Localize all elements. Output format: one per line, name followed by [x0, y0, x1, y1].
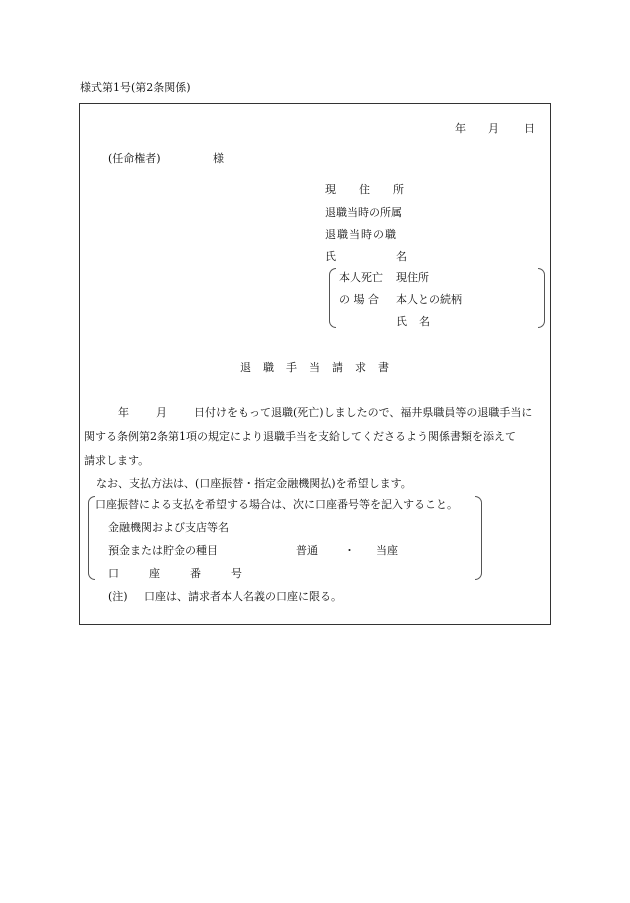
- body-line-3: 請求します。: [84, 454, 150, 467]
- applicant-name-char: 名: [396, 250, 407, 263]
- body-month: 月: [156, 406, 167, 419]
- account-number-char: 口: [108, 567, 119, 580]
- bank-name-label: 金融機関および支店等名: [108, 521, 229, 534]
- deceased-name-label: [396, 316, 430, 327]
- body-line-1: [118, 407, 532, 418]
- form-label: 様式第1号(第2条関係): [80, 81, 191, 94]
- body-line-2: 関する条例第2条第1項の規定により退職手当を支給してくださるよう関係書類を添えて: [84, 430, 516, 443]
- applicant-address-char: 住: [359, 183, 370, 196]
- applicant-name-char: 氏: [325, 250, 336, 263]
- title-char: 当: [309, 361, 320, 374]
- applicant-name-label: [325, 251, 407, 262]
- title-char: 書: [378, 361, 389, 374]
- account-number-char: 番: [190, 567, 201, 580]
- title-char: 職: [263, 361, 274, 374]
- date-month: 月: [488, 122, 499, 135]
- account-number-char: 座: [149, 567, 160, 580]
- applicant-address-label: [325, 184, 404, 195]
- body-line-4: なお、支払方法は、(口座振替・指定金融機関払)を希望します。: [96, 477, 412, 490]
- account-type-current: 当座: [376, 544, 398, 557]
- title-char: 請: [332, 361, 343, 374]
- date-year: 年: [455, 122, 466, 135]
- body-year: 年: [118, 406, 129, 419]
- account-type-ordinary: 普通: [296, 544, 318, 557]
- deceased-case-line2: の 場 合: [339, 293, 379, 306]
- deceased-bracket-right: [538, 268, 545, 328]
- date-day: 日: [524, 122, 535, 135]
- applicant-affiliation-label: 退職当時の所属: [325, 206, 402, 219]
- bank-bracket-right: [475, 496, 482, 580]
- note-text: 口座は、請求者本人名義の口座に限る。: [144, 590, 342, 603]
- form-title: [240, 362, 389, 373]
- account-type-separator: ・: [344, 544, 355, 557]
- deceased-address-label: 現住所: [396, 271, 429, 284]
- bank-instruction: 口座振替による支払を希望する場合は、次に口座番号等を記入すること。: [95, 498, 458, 511]
- title-char: 手: [286, 361, 297, 374]
- applicant-address-char: 現: [325, 183, 336, 196]
- deceased-name-char: 氏: [396, 315, 407, 328]
- addressee-role: (任命権者): [108, 152, 161, 165]
- applicant-position-label: 退職当時の職: [325, 228, 397, 241]
- deceased-bracket-left: [329, 268, 336, 328]
- bank-bracket-left: [88, 496, 95, 580]
- addressee-honorific: 様: [213, 152, 224, 165]
- account-number-char: 号: [231, 567, 242, 580]
- deceased-relation-label: 本人との続柄: [396, 293, 462, 306]
- note-label: (注): [108, 590, 128, 603]
- title-char: 退: [240, 361, 251, 374]
- deceased-name-char: 名: [419, 315, 430, 328]
- body-line1-text: 日付けをもって退職(死亡)しましたので、福井県職員等の退職手当に: [194, 406, 533, 419]
- applicant-address-char: 所: [393, 183, 404, 196]
- account-type-label: 預金または貯金の種目: [108, 544, 218, 557]
- title-char: 求: [355, 361, 366, 374]
- deceased-case-line1: 本人死亡: [339, 271, 383, 284]
- account-number-label: [108, 568, 242, 579]
